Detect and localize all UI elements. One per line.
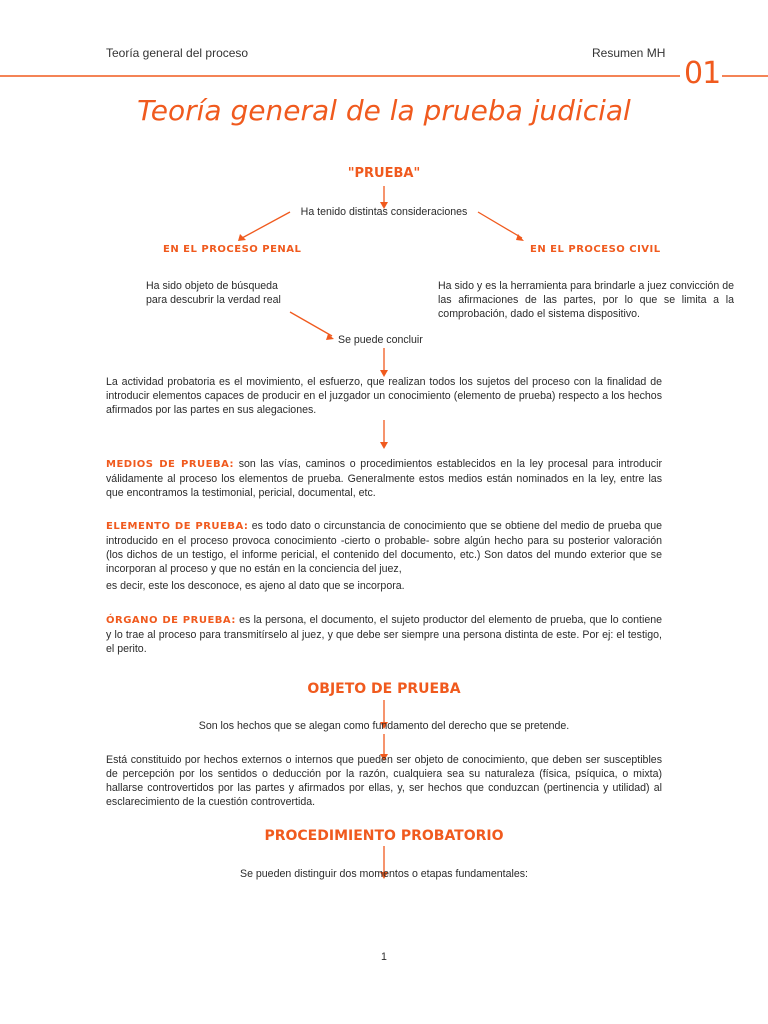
medios-paragraph bbox=[106, 457, 662, 500]
objeto-heading: OBJETO DE PRUEBA bbox=[307, 681, 461, 697]
elemento-text: es todo dato o circunstancia de conocimiento que se obtiene del medio de prueba que introducido en el proceso provoca conocimiento -cierto o probable- sobre algún hecho para su posterior valoración (los dichos de un testigo, el informe pericial, el contenido del documento, etc.) Son datos del mundo exterior que se incorporan al proceso y que no están en la conciencia del juez, bbox=[106, 520, 662, 575]
page-title: Teoría general de la prueba judicial bbox=[137, 94, 631, 127]
organo-paragraph bbox=[106, 613, 662, 656]
elemento-text-2: es decir, este los desconoce, es ajeno al dato que se incorpora. bbox=[106, 580, 405, 592]
considerations-text: Ha tenido distintas consideraciones bbox=[300, 206, 468, 218]
civil-text: Ha sido y es la herramienta para brindarle a juez convicción de las afirmaciones de las partes, por lo que se limita a la comprobación, dado el sistema dispositivo. bbox=[438, 280, 734, 320]
organo-label: ÓRGANO DE PRUEBA: bbox=[106, 615, 236, 626]
penal-text-line-2: para descubrir la verdad real bbox=[146, 294, 281, 306]
conclude-text: Se puede concluir bbox=[338, 334, 423, 346]
medios-text: son las vías, caminos o procedimientos establecidos en la ley procesal para introducir válidamente al proceso los elementos de prueba. Generalmente estos medios están nominados en la ley, entre las que encontramos la testimonial, pericial, documental, etc. bbox=[106, 458, 662, 499]
penal-heading: EN EL PROCESO PENAL bbox=[163, 244, 302, 255]
elemento-paragraph bbox=[106, 519, 662, 576]
header-left: Teoría general del proceso bbox=[106, 46, 249, 60]
header-right: Resumen MH bbox=[592, 46, 666, 60]
civil-heading: EN EL PROCESO CIVIL bbox=[530, 244, 661, 255]
penal-text-line-1: Ha sido objeto de búsqueda bbox=[146, 280, 278, 292]
penal-text bbox=[146, 279, 316, 307]
prueba-heading: "PRUEBA" bbox=[347, 166, 421, 181]
procedimiento-heading: PROCEDIMIENTO PROBATORIO bbox=[264, 828, 504, 844]
actividad-paragraph: La actividad probatoria es el movimiento, el esfuerzo, que realizan todos los sujetos del proceso con la finalidad de introducir elementos capaces de producir en el juzgador un conocimiento (elemento de prueba) respecto a los hechos afirmados por las partes en sus alegaciones. bbox=[106, 376, 662, 416]
objeto-paragraph: Está constituido por hechos externos o internos que pueden ser objeto de conocimiento, que deben ser susceptibles de percepción por los sentidos o deducción por la razón, cualquiera sea su naturaleza (física, psíquica, o mixta) hallarse controvertidos por las partes y afirmados por ellas, y, ser hechos que conduzcan (pertinencia y utilidad) al esclarecimiento de la cuestión controvertida. bbox=[106, 754, 662, 808]
elemento-label: ELEMENTO DE PRUEBA: bbox=[106, 521, 249, 532]
page-number-badge: 01 bbox=[684, 56, 721, 91]
procedimiento-line: Se pueden distinguir dos momentos o etapas fundamentales: bbox=[240, 868, 528, 880]
medios-label: MEDIOS DE PRUEBA: bbox=[106, 459, 235, 470]
footer-page-number: 1 bbox=[381, 951, 387, 963]
objeto-line: Son los hechos que se alegan como fundamento del derecho que se pretende. bbox=[198, 720, 570, 732]
organo-text: es la persona, el documento, el sujeto productor del elemento de prueba, que lo contiene y lo trae al proceso para transmitírselo al juez, y que debe ser siempre una persona distinta de este. Por ej: el testigo, el perito. bbox=[106, 614, 663, 655]
